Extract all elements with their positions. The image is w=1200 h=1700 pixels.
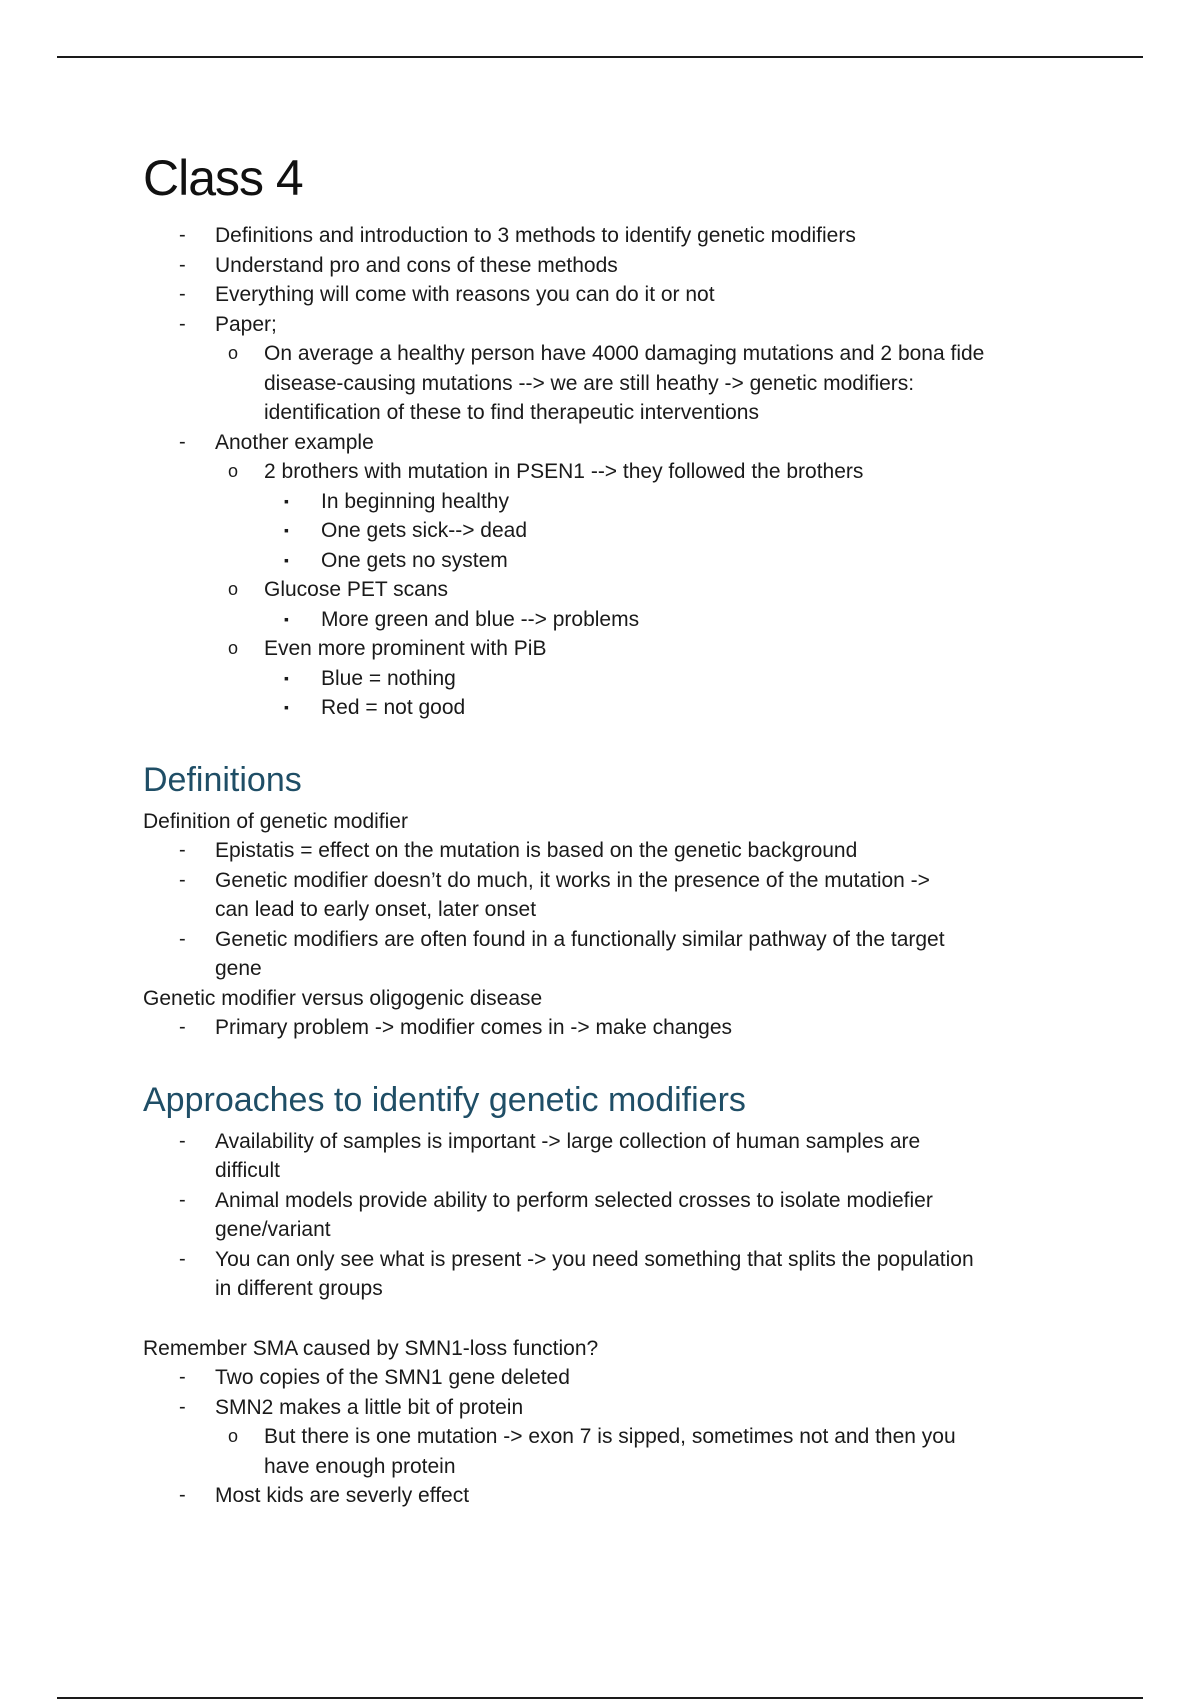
dash-bullet: - [179,839,186,861]
sub-list-item: o Even more prominent with PiB [143,634,1063,664]
list-item: - Epistatis = effect on the mutation is based on the genetic background [143,836,1063,866]
sub-sub-list-item: ▪ One gets sick--> dead [143,516,1063,546]
list-item: - Two copies of the SMN1 gene deleted [143,1363,1063,1393]
list-item: - Animal models provide ability to perform selected crosses to isolate modiefier [143,1186,1063,1216]
list-item: - You can only see what is present -> you need something that splits the population [143,1245,1063,1275]
circle-bullet: o [228,579,239,599]
sub-sub-list-item: ▪ Blue = nothing [143,664,1063,694]
circle-bullet: o [228,638,239,658]
footer-rule [57,1697,1143,1699]
dash-bullet: - [179,868,186,891]
sub-sub-list-item: ▪ In beginning healthy [143,487,1063,517]
document-page [143,145,1063,1511]
section-heading-definitions: Definitions [143,760,302,799]
dash-bullet: - [179,224,186,246]
paragraph-label: Definition of genetic modifier [143,809,408,833]
list-item-continued: gene/variant [215,1218,331,1241]
dash-bullet: - [179,1188,186,1211]
square-bullet: ▪ [284,522,289,538]
dash-bullet: - [179,283,186,305]
sub-sub-list-item: ▪ One gets no system [143,546,1063,576]
list-item: - Definitions and introduction to 3 methods to identify genetic modifiers [143,221,1063,251]
paragraph-label: Remember SMA caused by SMN1-loss function? [143,1336,599,1360]
dash-bullet: - [179,927,186,950]
circle-bullet: o [228,1426,239,1446]
sub-list-item: o 2 brothers with mutation in PSEN1 --> they followed the brothers [143,457,1063,487]
list-item: - Genetic modifier doesn’t do much, it works in the presence of the mutation -> [143,866,1063,896]
list-item: - Everything will come with reasons you can do it or not [143,280,1063,310]
square-bullet: ▪ [284,610,289,627]
list-item: - Understand pro and cons of these methods [143,251,1063,281]
square-bullet: ▪ [284,492,289,509]
header-rule [57,56,1143,58]
dash-bullet: - [179,1129,186,1152]
dash-bullet: - [179,312,186,335]
list-item-continued: gene [215,957,262,980]
paragraph-label: Genetic modifier versus oligogenic disease [143,986,543,1010]
square-bullet: ▪ [284,551,289,568]
list-item-continued: can lead to early onset, later onset [215,898,537,921]
sub-list-item-continued: have enough protein [264,1454,456,1478]
list-item: - Primary problem -> modifier comes in -> make changes [143,1013,1063,1043]
dash-bullet: - [179,1484,186,1506]
dash-bullet: - [179,1366,186,1388]
sub-sub-list-item: ▪ Red = not good [143,693,1063,723]
list-item: - Availability of samples is important -> large collection of human samples are [143,1127,1063,1157]
dash-bullet: - [179,1247,186,1270]
sub-list-item: o Glucose PET scans [143,575,1063,605]
dash-bullet: - [179,1016,186,1038]
list-item: - Another example [143,428,1063,458]
sub-sub-list-item: ▪ More green and blue --> problems [143,605,1063,635]
sub-list-item-continued: disease-causing mutations --> we are still heathy -> genetic modifiers: [264,371,915,395]
list-item-continued: difficult [215,1159,280,1182]
circle-bullet: o [228,461,239,481]
list-item: - SMN2 makes a little bit of protein [143,1393,1063,1423]
list-item-continued: in different groups [215,1277,383,1300]
circle-bullet: o [228,343,239,363]
list-item: - Paper; [143,310,1063,340]
section-heading-approaches: Approaches to identify genetic modifiers [143,1080,746,1119]
sub-list-item: o But there is one mutation -> exon 7 is sipped, sometimes not and then you [143,1422,1063,1452]
square-bullet: ▪ [284,669,289,686]
list-item: - Most kids are severly effect [143,1481,1063,1511]
square-bullet: ▪ [284,699,289,715]
page-title: Class 4 [143,150,303,206]
list-item: - Genetic modifiers are often found in a functionally similar pathway of the target [143,925,1063,955]
dash-bullet: - [179,253,186,276]
dash-bullet: - [179,1395,186,1418]
dash-bullet: - [179,430,186,453]
sub-list-item: o On average a healthy person have 4000 damaging mutations and 2 bona fide [143,339,1063,369]
sub-list-item-continued: identification of these to find therapeutic interventions [264,401,759,424]
